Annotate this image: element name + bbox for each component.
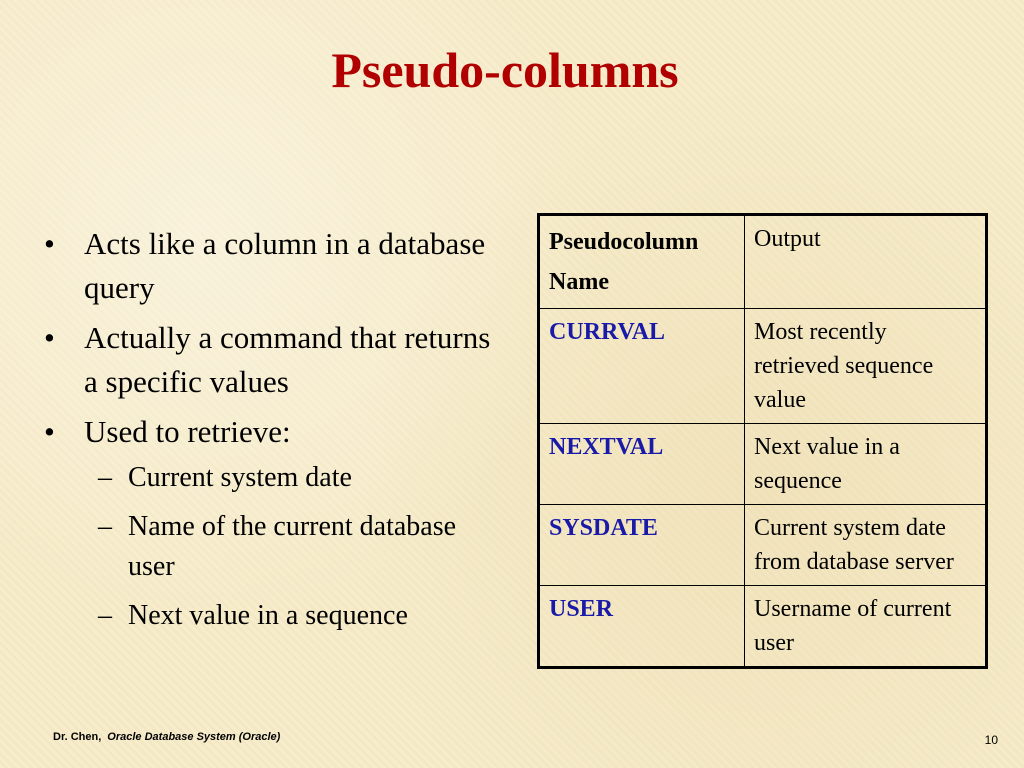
bullet-text: Actually a command that returns a specific values <box>84 320 491 399</box>
pseudocolumn-name: NEXTVAL <box>549 434 664 460</box>
sub-bullet-list <box>84 458 494 636</box>
output-cell <box>745 505 987 586</box>
bullet-mark: • <box>44 414 55 449</box>
bullet-item <box>44 222 494 310</box>
table-row <box>539 424 987 505</box>
bullet-item <box>44 316 494 404</box>
output-text: Current system date from database server <box>754 515 954 575</box>
header-cell-name <box>539 215 745 309</box>
bullet-item <box>44 410 494 636</box>
bullet-list <box>44 222 494 645</box>
sub-bullet-text: Current system date <box>128 462 352 493</box>
header-cell-output <box>745 215 987 309</box>
table-header-row <box>539 215 987 309</box>
sub-bullet-item <box>84 596 494 636</box>
output-cell <box>745 586 987 668</box>
sub-bullet-text: Next value in a sequence <box>128 600 408 631</box>
output-text: Next value in a sequence <box>754 434 900 494</box>
bullet-text: Acts like a column in a database query <box>84 226 486 305</box>
output-text: Username of current user <box>754 596 952 656</box>
pseudocolumn-name: USER <box>549 596 614 622</box>
pseudocolumn-name: CURRVAL <box>549 319 666 345</box>
output-cell <box>745 424 987 505</box>
footer-author: Dr. Chen, <box>53 731 102 743</box>
bullet-mark: • <box>44 320 55 355</box>
slide-footer <box>53 731 280 743</box>
output-text: Most recently retrieved sequence value <box>754 319 934 413</box>
pseudocolumn-name-cell <box>539 309 745 424</box>
table-row <box>539 505 987 586</box>
bullet-mark: • <box>44 226 55 261</box>
pseudocolumn-name-cell <box>539 424 745 505</box>
footer-course: Oracle Database System (Oracle) <box>107 731 281 743</box>
sub-bullet-text: Name of the current database user <box>128 511 457 582</box>
sub-bullet-item <box>84 458 494 498</box>
output-cell <box>745 309 987 424</box>
sub-bullet-item <box>84 507 494 587</box>
pseudocolumn-name-cell <box>539 586 745 668</box>
pseudocolumn-name: SYSDATE <box>549 515 658 541</box>
sub-bullet-mark: – <box>98 511 112 542</box>
bullet-text: Used to retrieve: <box>84 414 291 449</box>
header-label-name: Pseudocolumn Name <box>549 229 699 295</box>
header-label-output: Output <box>754 226 821 252</box>
table-row <box>539 586 987 668</box>
pseudocolumn-name-cell <box>539 505 745 586</box>
table-row <box>539 309 987 424</box>
sub-bullet-mark: – <box>98 462 112 493</box>
page-number: 10 <box>984 733 998 747</box>
pseudocolumn-table <box>537 213 988 669</box>
slide-title: Pseudo-columns <box>331 42 679 98</box>
sub-bullet-mark: – <box>98 600 112 631</box>
